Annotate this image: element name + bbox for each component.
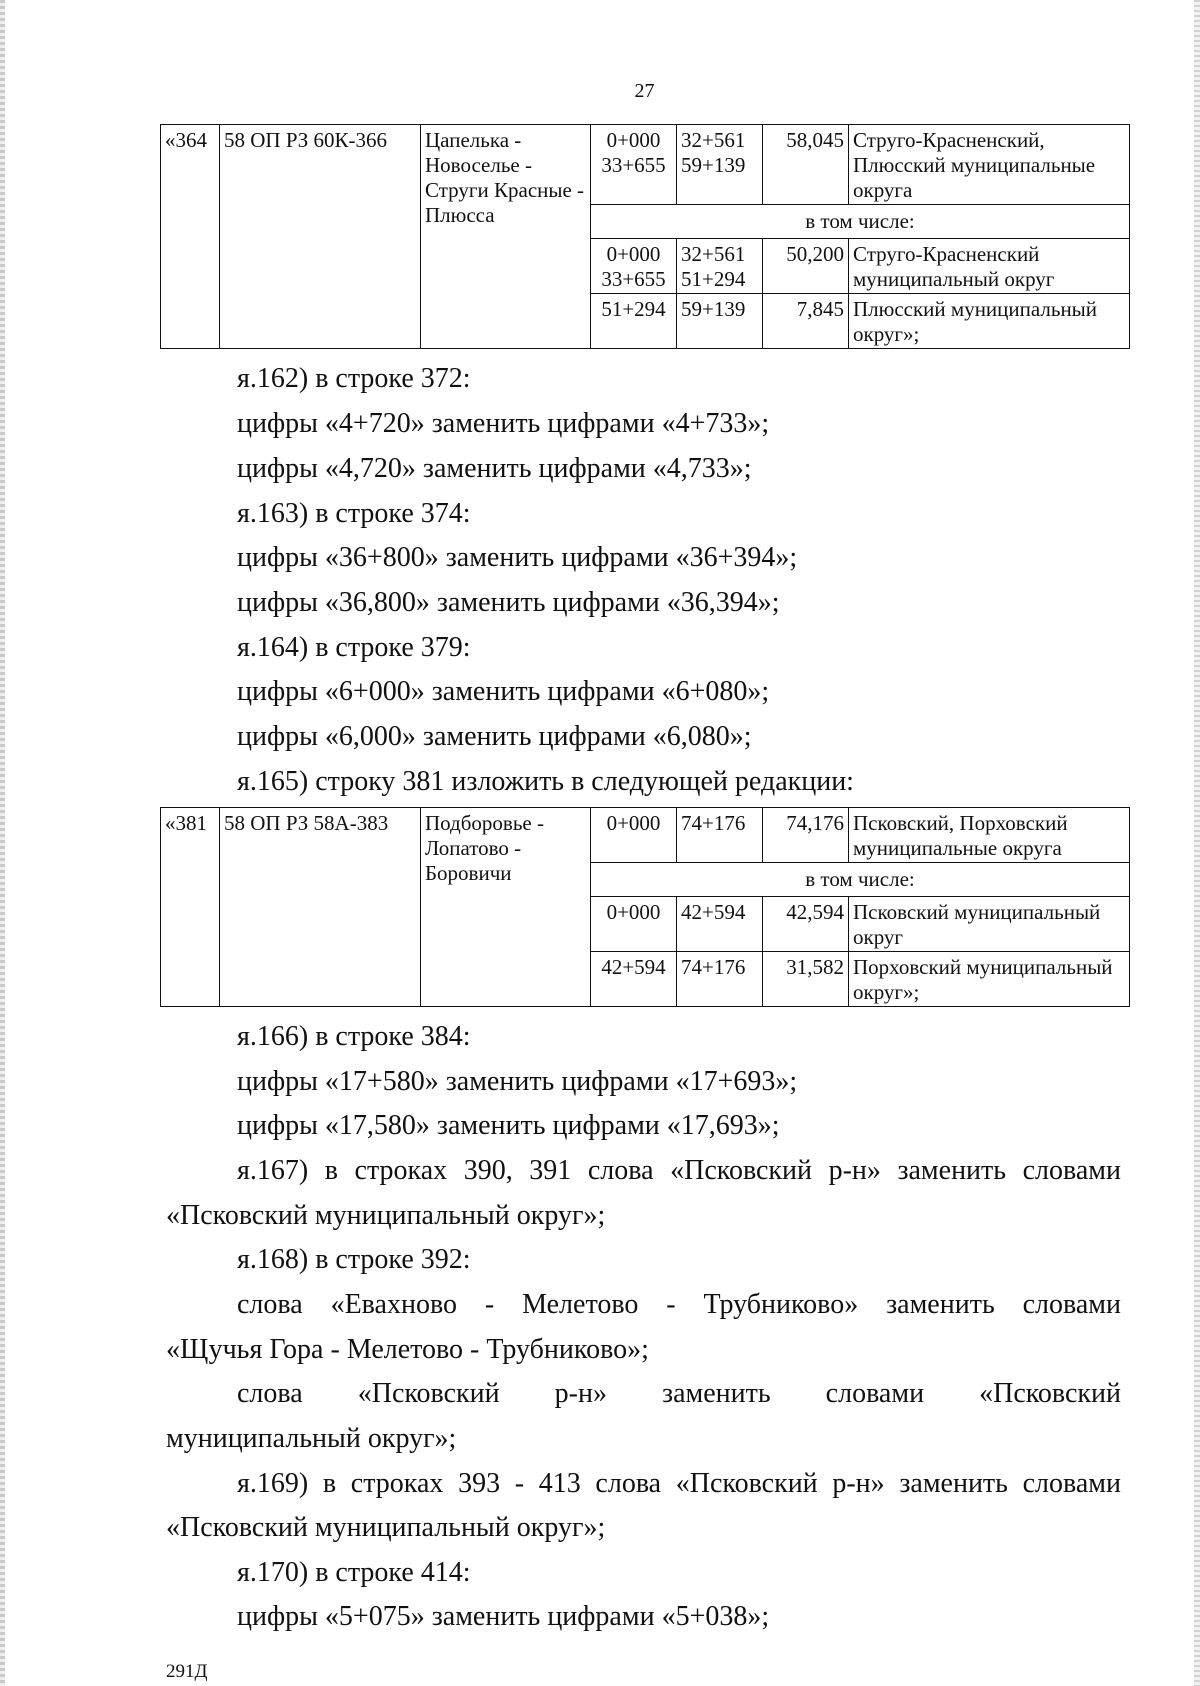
paragraph-line: цифры «4+720» заменить цифрами «4+733»; (237, 408, 770, 439)
row-number: «381 (161, 808, 220, 1007)
km-start: 0+000 33+655 (591, 239, 677, 294)
scan-edge-left (0, 0, 5, 1686)
paragraph-line: я.166) в строке 384: (237, 1021, 471, 1052)
km-start: 51+294 (591, 294, 677, 349)
length: 42,594 (763, 897, 849, 952)
km-end: 74+176 (677, 952, 763, 1007)
km-start: 0+000 (591, 897, 677, 952)
table-row (161, 808, 1130, 863)
district: Псковский, Порховский муниципальные округа (849, 808, 1130, 863)
paragraph-line: слова «Псковский р-н» заменить словами «Псковский (237, 1378, 1121, 1409)
page-number: 27 (634, 80, 655, 102)
paragraph-line: цифры «4,720» заменить цифрами «4,733»; (237, 453, 752, 484)
road-name: Цапелька - Новоселье - Струги Красные - Плюсса (421, 125, 591, 349)
km-end: 32+561 51+294 (677, 239, 763, 294)
table-row (161, 125, 1130, 205)
paragraph-line: я.168) в строке 392: (237, 1244, 471, 1275)
paragraph-line: цифры «5+075» заменить цифрами «5+038»; (237, 1601, 770, 1632)
road-table-381 (160, 807, 1130, 1007)
paragraph-line: я.167) в строках 390, 391 слова «Псковский р-н» заменить словами (237, 1155, 1121, 1186)
paragraph-line: цифры «36+800» заменить цифрами «36+394»; (237, 542, 798, 573)
paragraph-line: цифры «17,580» заменить цифрами «17,693»; (237, 1110, 780, 1141)
road-code: 58 ОП РЗ 58А-383 (220, 808, 421, 1007)
length: 50,200 (763, 239, 849, 294)
paragraph-line: муниципальный округ»; (166, 1423, 457, 1454)
subheader-in-that-number: в том числе: (591, 863, 1130, 897)
paragraph-line: слова «Евахново - Мелетово - Трубниково» заменить словами (237, 1289, 1121, 1320)
paragraph-line: цифры «36,800» заменить цифрами «36,394»; (237, 587, 780, 618)
paragraph-line: «Псковский муниципальный округ»; (166, 1512, 606, 1543)
subheader-in-that-number: в том числе: (591, 205, 1130, 239)
paragraph-line: я.164) в строке 379: (237, 632, 471, 663)
paragraph-line: я.170) в строке 414: (237, 1557, 471, 1588)
km-start: 0+000 33+655 (591, 125, 677, 205)
km-end: 74+176 (677, 808, 763, 863)
km-start: 42+594 (591, 952, 677, 1007)
length: 58,045 (763, 125, 849, 205)
district: Струго-Красненский, Плюсский муниципальные округа (849, 125, 1130, 205)
paragraph-line: я.165) строку 381 изложить в следующей редакции: (237, 766, 854, 797)
paragraph-line: «Псковский муниципальный округ»; (166, 1200, 606, 1231)
length: 31,582 (763, 952, 849, 1007)
paragraph-line: я.163) в строке 374: (237, 498, 471, 529)
district: Псковский муниципальный округ (849, 897, 1130, 952)
km-end: 59+139 (677, 294, 763, 349)
row-number: «364 (161, 125, 220, 349)
paragraph-line: цифры «6,000» заменить цифрами «6,080»; (237, 721, 752, 752)
km-start: 0+000 (591, 808, 677, 863)
district: Струго-Красненский муниципальный округ (849, 239, 1130, 294)
road-code: 58 ОП РЗ 60К-366 (220, 125, 421, 349)
paragraph-line: «Щучья Гора - Мелетово - Трубниково»; (166, 1334, 649, 1365)
paragraph-line: я.169) в строках 393 - 413 слова «Псковский р-н» заменить словами (237, 1468, 1121, 1499)
paragraph-line: я.162) в строке 372: (237, 363, 471, 394)
district: Плюсский муниципальный округ»; (849, 294, 1130, 349)
footer-code: 291Д (166, 1661, 208, 1682)
km-end: 32+561 59+139 (677, 125, 763, 205)
length: 7,845 (763, 294, 849, 349)
district: Порховский муниципальный округ»; (849, 952, 1130, 1007)
length: 74,176 (763, 808, 849, 863)
scan-edge-right (1194, 0, 1200, 1686)
km-end: 42+594 (677, 897, 763, 952)
paragraph-line: цифры «6+000» заменить цифрами «6+080»; (237, 676, 770, 707)
paragraph-line: цифры «17+580» заменить цифрами «17+693»; (237, 1066, 798, 1097)
road-table-364 (160, 124, 1130, 349)
road-name: Подборовье - Лопатово - Боровичи (421, 808, 591, 1007)
